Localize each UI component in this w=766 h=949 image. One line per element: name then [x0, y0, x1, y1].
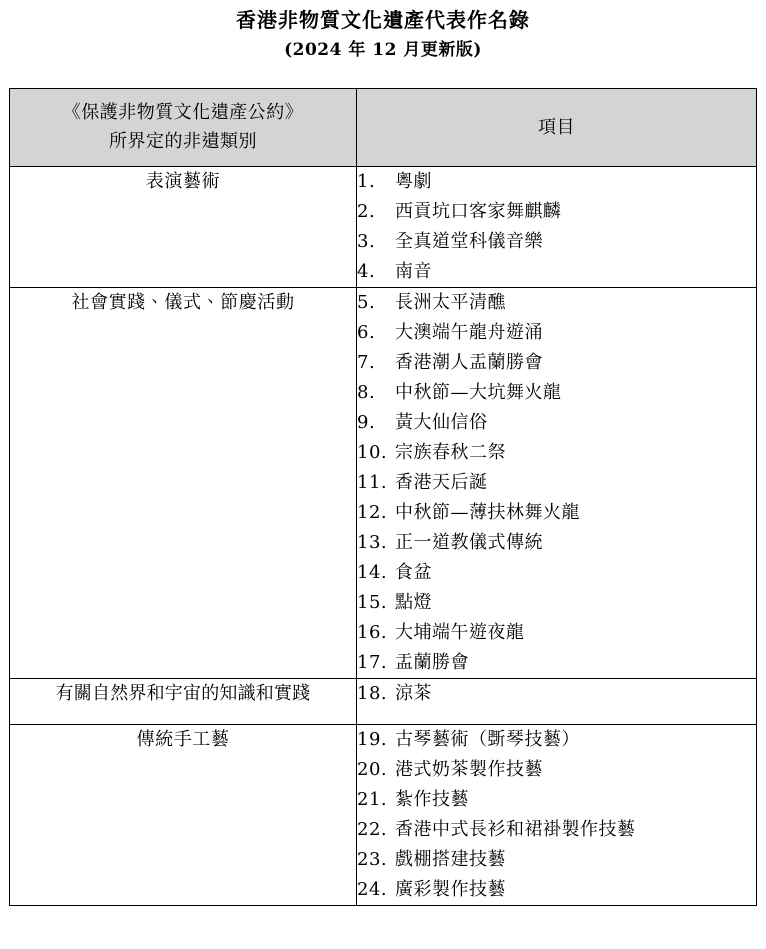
- page-subtitle: (2024 年 12 月更新版): [284, 40, 482, 60]
- list-item: [357, 845, 756, 875]
- list-item: [357, 288, 756, 318]
- table-header-row: [10, 89, 757, 167]
- item-number: 7.: [357, 352, 376, 373]
- table-row: [10, 288, 757, 679]
- list-item: [357, 725, 756, 755]
- item-text: 大澳端午龍舟遊涌: [395, 322, 543, 343]
- list-item: [357, 588, 756, 618]
- list-item: [357, 468, 756, 498]
- item-text: 長洲太平清醮: [395, 292, 506, 313]
- list-item: [357, 815, 756, 845]
- item-number: 18.: [357, 683, 388, 704]
- item-number: 1.: [357, 171, 376, 192]
- list-item: [357, 318, 756, 348]
- item-text: 古琴藝術（斲琴技藝）: [395, 729, 580, 750]
- list-item: [357, 408, 756, 438]
- header-category-line2: 所界定的非遺類別: [109, 131, 257, 152]
- list-item: [357, 528, 756, 558]
- list-item: [357, 227, 756, 257]
- item-text: 涼茶: [395, 683, 432, 704]
- header-category: [10, 89, 357, 167]
- item-number: 16.: [357, 622, 388, 643]
- item-text: 全真道堂科儀音樂: [395, 231, 543, 252]
- heritage-table-wrapper: [9, 88, 756, 906]
- item-number: 8.: [357, 382, 376, 403]
- item-text: 正一道教儀式傳統: [395, 532, 543, 553]
- item-text: 中秋節—薄扶林舞火龍: [395, 502, 580, 523]
- item-text: 中秋節—大坑舞火龍: [395, 382, 562, 403]
- item-number: 13.: [357, 532, 388, 553]
- item-number: 20.: [357, 759, 388, 780]
- item-number: 22.: [357, 819, 388, 840]
- items-cell: [357, 167, 757, 288]
- item-number: 9.: [357, 412, 376, 433]
- item-text: 宗族春秋二祭: [395, 442, 506, 463]
- list-item: [357, 755, 756, 785]
- list-item: [357, 197, 756, 227]
- list-item: [357, 785, 756, 815]
- list-item: [357, 618, 756, 648]
- item-number: 23.: [357, 849, 388, 870]
- heritage-table: [9, 88, 757, 906]
- item-number: 21.: [357, 789, 388, 810]
- item-text: 西貢坑口客家舞麒麟: [395, 201, 562, 222]
- table-row: [10, 167, 757, 288]
- item-text: 黃大仙信俗: [395, 412, 488, 433]
- item-list: [357, 167, 756, 287]
- page-title: 香港非物質文化遺產代表作名錄: [236, 8, 530, 32]
- table-row: [10, 725, 757, 906]
- item-number: 5.: [357, 292, 376, 313]
- item-number: 24.: [357, 879, 388, 900]
- item-number: 12.: [357, 502, 388, 523]
- item-number: 10.: [357, 442, 388, 463]
- item-text: 廣彩製作技藝: [395, 879, 506, 900]
- item-text: 香港天后誕: [395, 472, 488, 493]
- item-number: 3.: [357, 231, 376, 252]
- item-number: 19.: [357, 729, 388, 750]
- item-number: 15.: [357, 592, 388, 613]
- title-block: [0, 0, 766, 63]
- list-item: [357, 167, 756, 197]
- item-text: 戲棚搭建技藝: [395, 849, 506, 870]
- list-item: [357, 348, 756, 378]
- item-number: 17.: [357, 652, 388, 673]
- item-list: [357, 725, 756, 905]
- item-number: 2.: [357, 201, 376, 222]
- item-text: 點燈: [395, 592, 432, 613]
- item-number: 4.: [357, 261, 376, 282]
- item-text: 大埔端午遊夜龍: [395, 622, 525, 643]
- item-number: 11.: [357, 472, 388, 493]
- list-item: [357, 438, 756, 468]
- category-cell: 傳統手工藝: [10, 725, 357, 906]
- list-item: [357, 498, 756, 528]
- items-cell: [357, 288, 757, 679]
- table-row: [10, 679, 757, 725]
- item-text: 南音: [395, 261, 432, 282]
- category-cell: 有關自然界和宇宙的知識和實踐: [10, 679, 357, 725]
- list-item: [357, 679, 756, 709]
- item-text: 港式奶茶製作技藝: [395, 759, 543, 780]
- list-item: [357, 558, 756, 588]
- category-cell: 表演藝術: [10, 167, 357, 288]
- list-item: [357, 875, 756, 905]
- list-item: [357, 257, 756, 287]
- item-list: [357, 679, 756, 709]
- category-cell: 社會實踐、儀式、節慶活動: [10, 288, 357, 679]
- item-text: 粵劇: [395, 171, 432, 192]
- list-item: [357, 378, 756, 408]
- items-cell: [357, 725, 757, 906]
- list-item: [357, 648, 756, 678]
- item-text: 香港潮人盂蘭勝會: [395, 352, 543, 373]
- item-list: [357, 288, 756, 678]
- header-items: 項目: [357, 89, 757, 167]
- header-category-line1: 《保護非物質文化遺產公約》: [62, 102, 304, 123]
- item-text: 香港中式長衫和裙褂製作技藝: [395, 819, 636, 840]
- item-text: 食盆: [395, 562, 432, 583]
- item-text: 紮作技藝: [395, 789, 469, 810]
- item-number: 14.: [357, 562, 388, 583]
- item-text: 盂蘭勝會: [395, 652, 469, 673]
- items-cell: [357, 679, 757, 725]
- item-number: 6.: [357, 322, 376, 343]
